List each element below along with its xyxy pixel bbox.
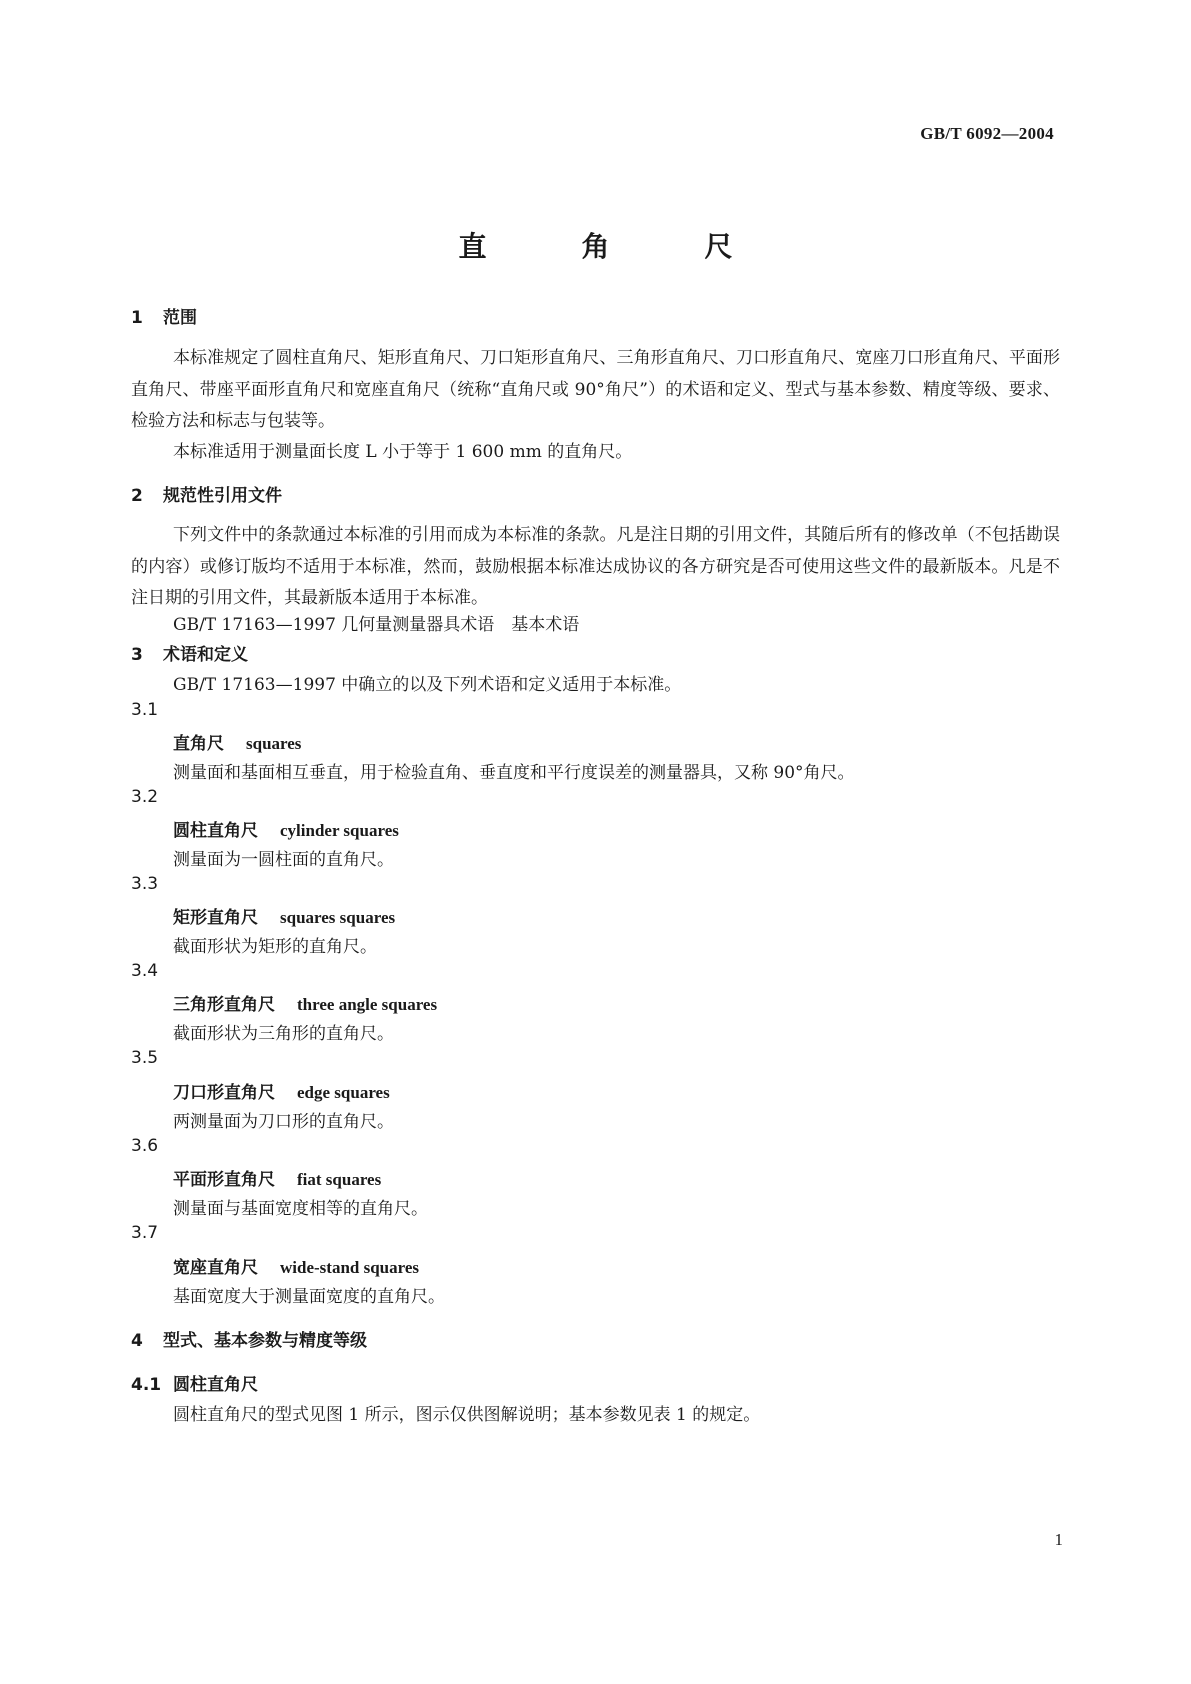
section-title: 型式、基本参数与精度等级 bbox=[163, 1331, 367, 1351]
clause-number: 3.4 bbox=[131, 961, 159, 981]
term-title bbox=[173, 990, 437, 1015]
clause-number: 3.6 bbox=[131, 1136, 159, 1156]
term-en: squares squares bbox=[280, 908, 396, 927]
term-en: cylinder squares bbox=[280, 821, 399, 840]
term-definition: 截面形状为矩形的直角尺。 bbox=[173, 937, 377, 957]
term-definition: 测量面与基面宽度相等的直角尺。 bbox=[173, 1199, 428, 1219]
term-title bbox=[173, 729, 301, 754]
clause-number: 3.3 bbox=[131, 874, 159, 894]
clause-number: 3.7 bbox=[131, 1223, 159, 1243]
subsection-title: 圆柱直角尺 bbox=[173, 1375, 258, 1395]
term-title bbox=[173, 903, 395, 928]
clause-number: 3.1 bbox=[131, 700, 159, 720]
term-definition: 基面宽度大于测量面宽度的直角尺。 bbox=[173, 1287, 445, 1307]
clause-number: 3.2 bbox=[131, 787, 159, 807]
section-title: 术语和定义 bbox=[163, 645, 248, 665]
standard-code: GB/T 6092—2004 bbox=[920, 124, 1054, 143]
subsection-4-1-paragraph: 圆柱直角尺的型式见图 1 所示，图示仅供图解说明；基本参数见表 1 的规定。 bbox=[173, 1405, 761, 1425]
document-title: 直角尺 bbox=[458, 230, 828, 263]
term-en: squares bbox=[246, 734, 302, 753]
term-title bbox=[173, 1253, 419, 1278]
term-title bbox=[173, 1165, 381, 1190]
term-zh: 平面形直角尺 bbox=[173, 1170, 275, 1190]
subsection-4-1-heading bbox=[131, 1370, 258, 1395]
section-3-heading bbox=[131, 640, 248, 665]
section-4-heading bbox=[131, 1326, 367, 1351]
section-title: 范围 bbox=[163, 308, 197, 328]
term-en: fiat squares bbox=[297, 1170, 382, 1189]
term-en: edge squares bbox=[297, 1083, 390, 1102]
term-zh: 矩形直角尺 bbox=[173, 908, 258, 928]
section-1-paragraph-1: 本标准规定了圆柱直角尺、矩形直角尺、刀口矩形直角尺、三角形直角尺、刀口形直角尺、宽座刀口形直角尺、平面形直角尺、带座平面形直角尺和宽座直角尺（统称“直角尺或 90°角尺”）的术语和定义、型式与基本参数、精度等级、要求、检验方法和标志与包装等。 bbox=[131, 348, 1060, 431]
term-definition: 测量面为一圆柱面的直角尺。 bbox=[173, 850, 394, 870]
normative-reference: GB/T 17163—1997 几何量测量器具术语 基本术语 bbox=[173, 615, 580, 635]
term-definition: 测量面和基面相互垂直，用于检验直角、垂直度和平行度误差的测量器具，又称 90°角尺。 bbox=[173, 763, 855, 783]
term-definition: 两测量面为刀口形的直角尺。 bbox=[173, 1112, 394, 1132]
section-number: 4 bbox=[131, 1331, 143, 1351]
term-zh: 宽座直角尺 bbox=[173, 1258, 258, 1278]
section-3-intro: GB/T 17163—1997 中确立的以及下列术语和定义适用于本标准。 bbox=[173, 675, 682, 695]
term-en: wide-stand squares bbox=[280, 1258, 420, 1277]
term-zh: 直角尺 bbox=[173, 734, 224, 754]
section-1-heading bbox=[131, 303, 197, 328]
section-2-paragraph-1: 下列文件中的条款通过本标准的引用而成为本标准的条款。凡是注日期的引用文件，其随后所有的修改单（不包括勘误的内容）或修订版均不适用于本标准，然而，鼓励根据本标准达成协议的各方研究是否可使用这些文件的最新版本。凡是不注日期的引用文件，其最新版本适用于本标准。 bbox=[131, 525, 1060, 608]
term-zh: 三角形直角尺 bbox=[173, 995, 275, 1015]
subsection-number: 4.1 bbox=[131, 1375, 162, 1395]
term-zh: 刀口形直角尺 bbox=[173, 1083, 275, 1103]
clause-number: 3.5 bbox=[131, 1048, 159, 1068]
section-number: 2 bbox=[131, 486, 143, 506]
section-2-heading bbox=[131, 481, 282, 506]
section-1-paragraph-2: 本标准适用于测量面长度 L 小于等于 1 600 mm 的直角尺。 bbox=[173, 442, 633, 462]
term-definition: 截面形状为三角形的直角尺。 bbox=[173, 1024, 394, 1044]
term-title bbox=[173, 816, 399, 841]
section-number: 1 bbox=[131, 308, 143, 328]
term-zh: 圆柱直角尺 bbox=[173, 821, 258, 841]
term-en: three angle squares bbox=[297, 995, 438, 1014]
term-title bbox=[173, 1078, 390, 1103]
page-number: 1 bbox=[1054, 1530, 1063, 1549]
section-number: 3 bbox=[131, 645, 143, 665]
section-title: 规范性引用文件 bbox=[163, 486, 282, 506]
